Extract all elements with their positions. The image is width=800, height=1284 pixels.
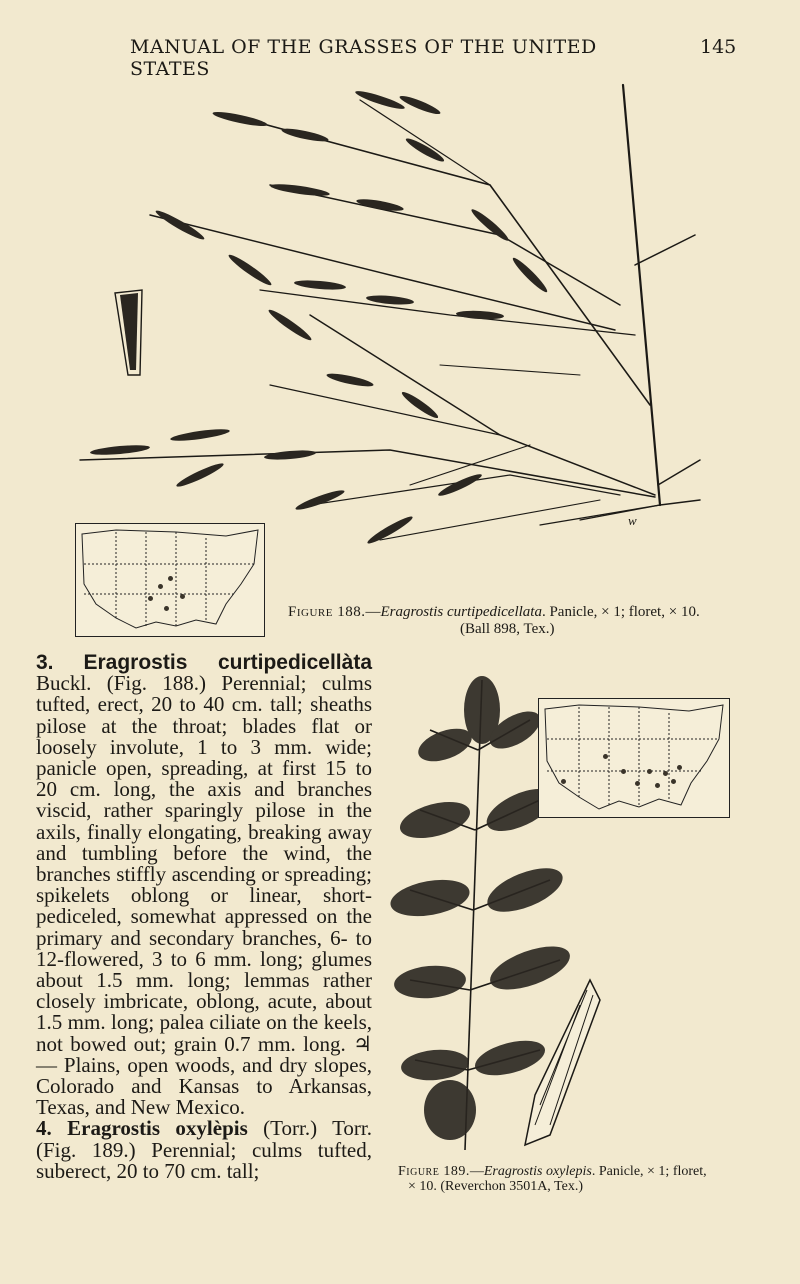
artist-mark: w xyxy=(628,513,637,528)
entry-number: 4. xyxy=(36,1116,52,1141)
caption-collection: × 10. (Reverchon 3501A, Tex.) xyxy=(408,1179,584,1194)
map-dot xyxy=(164,606,169,611)
map-dot xyxy=(603,754,608,759)
running-head: MANUAL OF THE GRASSES OF THE UNITED STATES xyxy=(130,36,597,80)
map-dot xyxy=(158,584,163,589)
figure-189-distribution-map xyxy=(538,698,730,818)
map-dot xyxy=(180,594,185,599)
entry-number: 3. xyxy=(36,651,54,674)
entry-description: (Torr.) Torr. (Fig. 189.) Perennial; culms tufted, suberect, 20 to 70 cm. tall; xyxy=(36,1116,373,1183)
entry-species-name: Eragrostis curtipedicellàta xyxy=(83,651,372,674)
page-number: 145 xyxy=(700,36,737,58)
entry-species-name: Eragrostis oxylèpis xyxy=(67,1116,248,1141)
figure-label: Figure 188. xyxy=(288,604,366,620)
species-entry-3 xyxy=(36,652,372,1118)
figure-species: Eragrostis curtipedicellata xyxy=(380,604,542,620)
map-dot xyxy=(621,769,626,774)
map-dot xyxy=(561,779,566,784)
caption-text: . Panicle, × 1; floret, × 10. xyxy=(541,604,700,620)
map-dot xyxy=(148,596,153,601)
figure-189-floret-detail xyxy=(505,975,605,1155)
map-dot xyxy=(677,765,682,770)
map-dot xyxy=(647,769,652,774)
perennial-symbol: ♃ xyxy=(353,1031,372,1056)
map-dot xyxy=(168,576,173,581)
entry-description: Buckl. (Fig. 188.) Perennial; culms tufted, erect, 20 to 40 cm. tall; sheaths pilose at the throat; blades flat or loosely involute, 1 to 3 mm. wide; panicle open, spreading, at first 15 to 20 cm. long, the axis and branches viscid, rather sparingly pilose in the axils, finally elongating, breaking away and tumbling before the wind, the branches stiffly ascending or spreading; spikelets oblong or linear, short-pediceled, somewhat appressed on the primary and secondary branches, 6- to 12-flowered, 3 to 6 mm. long; glumes about 1.5 mm. long; lemmas rather closely imbricate, oblong, acute, about 1.5 mm. long; palea ciliate on the keels, not bowed out; grain 0.7 mm. long. xyxy=(36,671,372,1056)
figure-label: Figure 189. xyxy=(398,1164,470,1179)
entry-habitat: — Plains, open woods, and dry slopes, Colorado and Kansas to Arkansas, Texas, and New Mexico. xyxy=(36,1052,372,1120)
map-dot xyxy=(663,771,668,776)
figure-188-caption: Figure 188.—Eragrostis curtipedicellata. Panicle, × 1; floret, × 10. (Ball 898, Tex.) xyxy=(288,604,768,638)
map-dot xyxy=(635,781,640,786)
figure-189-caption: Figure 189.—Eragrostis oxylepis. Panicle, × 1; floret, × 10. (Reverchon 3501A, Tex.) xyxy=(398,1164,798,1194)
map-dot xyxy=(655,783,660,788)
caption-collection: (Ball 898, Tex.) xyxy=(460,621,555,637)
figure-species: Eragrostis oxylepis xyxy=(483,1164,592,1179)
map-dot xyxy=(671,779,676,784)
body-text-column xyxy=(36,652,372,1182)
species-entry-4 xyxy=(36,1118,372,1182)
caption-text: . Panicle, × 1; floret, xyxy=(591,1164,707,1179)
figure-188-distribution-map xyxy=(75,523,265,637)
